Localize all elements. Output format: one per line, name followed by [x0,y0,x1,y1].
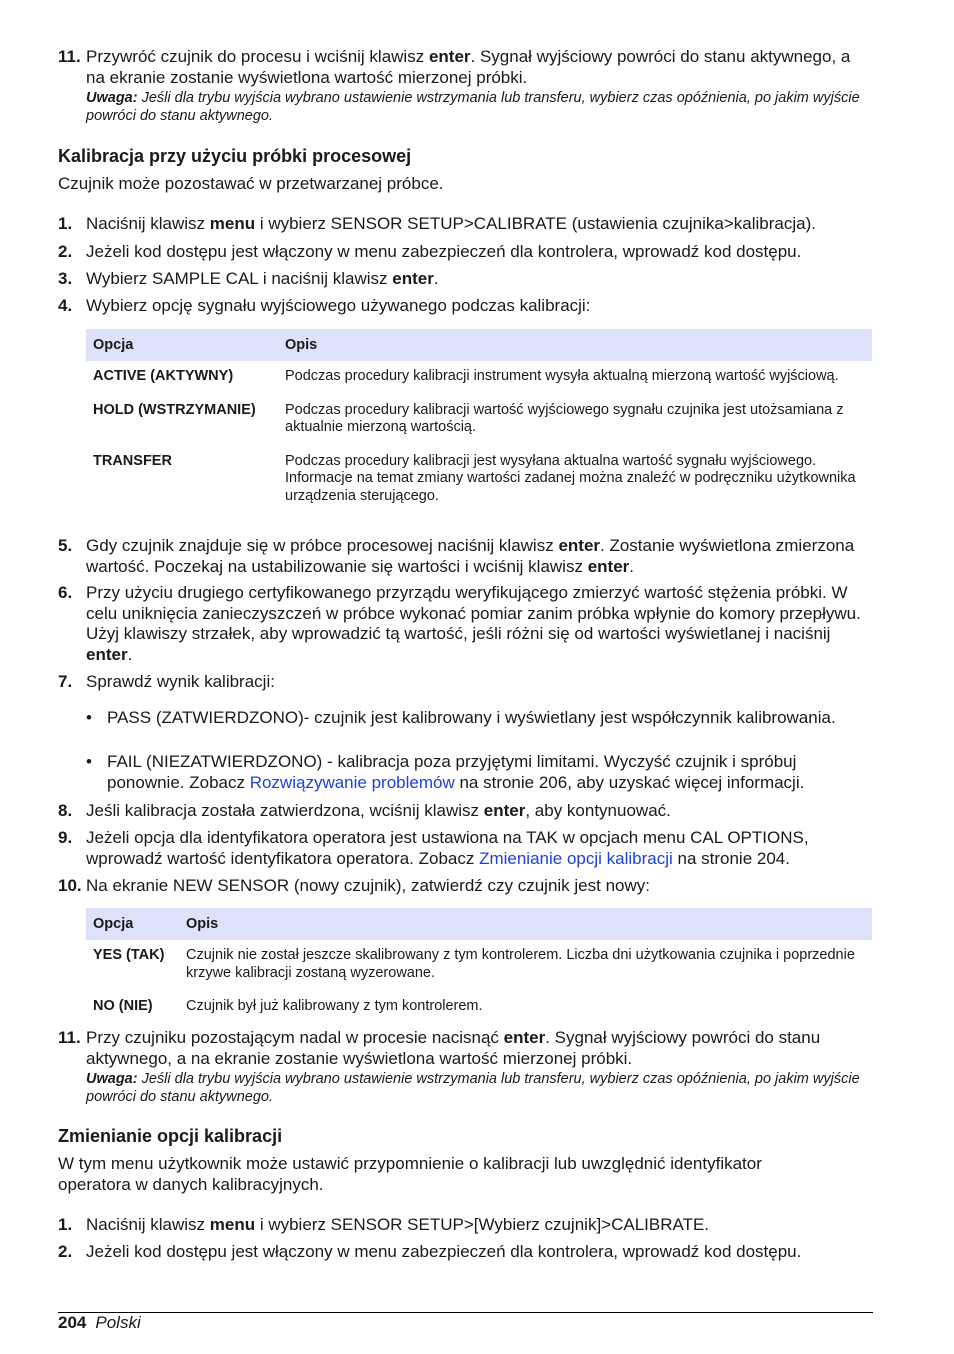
step-number: 9. [58,828,73,847]
step-text: Gdy czujnik znajduje się w próbce procesowej naciśnij klawisz [86,536,559,555]
header-option: Opcja [86,329,278,361]
step-text: na stronie 204. [672,848,790,868]
step-text: Na ekranie NEW SENSOR (nowy czujnik), zatwierdź czy czujnik jest nowy: [86,876,650,895]
step-text: Przy użyciu drugiego certyfikowanego przyrządu weryfikującego zmierzyć wartość stężenia próbki. W celu uniknięcia zanieczyszczeń w próbce wykonać pomiar zanim próbka wpłynie do komory przepływu. Użyj klawiszy strzałek, aby wprowadzić tą wartość, jeśli różni się od wartości wyświetlanej i naciśnij [86,583,861,643]
table-header-row [86,329,872,361]
step-text: i wybierz SENSOR SETUP>[Wybierz czujnik]>CALIBRATE. [255,1215,710,1234]
table-row [86,361,872,395]
step-text: . Sygnał wyjściowy powróci do stanu aktywnego, a na ekranie zostanie wyświetlona wartość mierzonej próbki. [86,1028,821,1068]
table-row [86,446,872,515]
key-menu: menu [209,214,256,233]
option-name: TRANSFER [93,452,172,469]
bullet-text: PASS (ZATWIERDZONO)- czujnik jest kalibrowany i wyświetlany jest współczynnik kalibrowania. [107,708,836,727]
note [86,1070,873,1106]
section-title: Kalibracja przy użyciu próbki procesowej [58,146,412,166]
key-enter: enter [428,47,471,66]
step-text: Przywróć czujnik do procesu i wciśnij klawisz [86,47,429,66]
step-number: 1. [58,1215,73,1234]
section-title: Zmienianie opcji kalibracji [58,1126,283,1146]
bullet-text: na stronie 206, aby uzyskać więcej informacji. [454,772,805,792]
option-name: ACTIVE (AKTYWNY) [93,368,234,384]
step-text: . Zostanie wyświetlona zmierzona wartość. Poczekaj na ustabilizowanie się wartości i wciśnij klawisz [86,536,855,576]
key-enter: enter [86,644,128,664]
step-text: Jeżeli opcja dla identyfikatora operatora jest ustawiona na TAK w opcjach menu CAL OPTIONS, wprowadź wartość identyfikatora operatora. Zobacz [86,828,809,868]
output-option-table [86,329,872,514]
key-enter: enter [392,269,434,288]
step-number: 8. [58,801,73,820]
header-option: Opcja [86,908,179,940]
key-enter: enter [587,556,630,576]
calibration-options-link[interactable]: Zmienianie opcji kalibracji [479,848,673,868]
step-11 [58,1028,873,1106]
footer-divider [58,1312,873,1313]
step-text: Przy czujniku pozostającym nadal w procesie nacisnąć [86,1028,504,1047]
step-text: Wybierz opcję sygnału wyjściowego używanego podczas kalibracji: [86,296,591,315]
note-label: Uwaga: [86,1071,138,1087]
step-number: 11. [58,1028,81,1047]
option-name: HOLD (WSTRZYMANIE) [93,401,256,418]
step-2 [58,1242,873,1263]
step-text: Jeśli kalibracja została zatwierdzona, wciśnij klawisz [86,801,484,820]
table-row [86,395,872,446]
step-number: 5. [58,536,73,555]
bullet-icon: • [86,708,92,727]
step-text: Jeżeli kod dostępu jest włączony w menu zabezpieczeń dla kontrolera, wprowadź kod dostępu. [86,1242,802,1261]
step-text: . [127,644,133,664]
footer-language: Polski [95,1313,141,1332]
troubleshooting-link[interactable]: Rozwiązywanie problemów [249,772,455,792]
step-text: Naciśnij klawisz [86,214,210,233]
option-name: YES (TAK) [93,947,165,963]
new-sensor-table [86,908,872,1025]
header-description: Opis [179,908,872,940]
step-1 [58,214,873,235]
option-description: Czujnik nie został jeszcze skalibrowany z tym kontrolerem. Liczba dni użytkowania czujnika i poprzednie krzywe kalibracji zostaną wyzerowane. [186,947,855,981]
option-description: Podczas procedury kalibracji instrument wysyła aktualną mierzoną wartość wyjściową. [285,368,839,384]
note [86,89,873,125]
key-menu: menu [209,1215,256,1234]
step-text: , aby kontynuować. [525,801,671,820]
step-number: 11. [58,47,81,66]
bullet-text: FAIL (NIEZATWIERDZONO) - kalibracja poza przyjętymi limitami. Wyczyść czujnik i spróbuj ponownie. Zobacz [107,752,797,792]
step-number: 6. [58,583,73,602]
key-enter: enter [558,536,601,555]
step-text: . [629,556,634,576]
step-number: 2. [58,242,73,261]
step-number: 2. [58,1242,73,1261]
page-footer [58,1313,141,1333]
note-label: Uwaga: [86,90,138,106]
step-text: Naciśnij klawisz [86,1215,210,1234]
step-number: 7. [58,672,73,691]
option-description: Podczas procedury kalibracji jest wysyłana aktualna wartość sygnału wyjściowego. Informacje na temat zmiany wartości zadanej można znaleźć w podręczniku użytkownika urządzenia sterującego. [285,452,856,504]
step-text: i wybierz SENSOR SETUP>CALIBRATE (ustawienia czujnika>kalibracja). [255,214,816,233]
step-text: Jeżeli kod dostępu jest włączony w menu zabezpieczeń dla kontrolera, wprowadź kod dostępu. [86,242,802,261]
key-enter: enter [503,1028,546,1047]
header-description: Opis [278,329,872,361]
step-7 [58,672,873,693]
step-text: . Sygnał wyjściowy powróci do stanu aktywnego, a na ekranie zostanie wyświetlona wartość mierzonej próbki. [86,47,851,87]
option-description: Podczas procedury kalibracji wartość wyjściowego sygnału czujnika jest utożsamiana z aktualnie mierzoną wartością. [285,401,844,435]
section-intro: Czujnik może pozostawać w przetwarzanej próbce. [58,174,444,193]
step-number: 4. [58,296,73,315]
step-11-top [58,47,873,125]
note-text: Jeśli dla trybu wyjścia wybrano ustawienie wstrzymania lub transferu, wybierz czas opóźnienia, po jakim wyjście powróci do stanu aktywnego. [86,1071,860,1105]
step-text: Wybierz SAMPLE CAL i naciśnij klawisz [86,269,393,288]
step-4 [58,296,873,317]
step-2 [58,242,873,263]
step-9 [58,828,873,869]
key-enter: enter [483,801,526,820]
table-row [86,940,872,991]
step-text: . [433,269,439,288]
bullet-item-fail [86,752,876,793]
step-8 [58,801,873,822]
option-name: NO (NIE) [93,998,153,1014]
step-3 [58,269,873,290]
section-intro: W tym menu użytkownik może ustawić przypomnienie o kalibracji lub uwzględnić identyfikator operatora w danych kalibracyjnych. [58,1154,762,1194]
note-text: Jeśli dla trybu wyjścia wybrano ustawienie wstrzymania lub transferu, wybierz czas opóźnienia, po jakim wyjście powróci do stanu aktywnego. [86,90,860,124]
page-number: 204 [58,1313,87,1332]
step-10 [58,876,873,897]
step-text: Sprawdź wynik kalibracji: [86,672,275,691]
table-header-row [86,908,872,940]
step-number: 1. [58,214,73,233]
step-number: 3. [58,269,73,288]
step-6 [58,583,873,665]
step-5 [58,536,873,577]
bullet-item-pass [86,708,876,729]
step-number: 10. [58,876,82,895]
table-row [86,991,872,1025]
option-description: Czujnik był już kalibrowany z tym kontrolerem. [186,998,483,1014]
step-1 [58,1215,873,1236]
bullet-icon: • [86,752,92,771]
